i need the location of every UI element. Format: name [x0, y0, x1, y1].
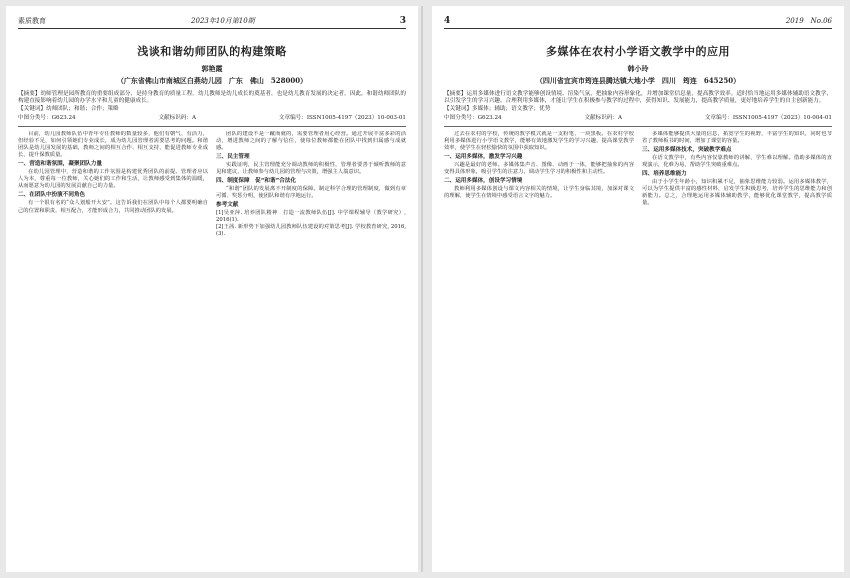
body-paragraph: 过去在农村的学校，传统的教学模式就是一支粉笔、一块黑板。在农村学校利用多媒体进行小学语文教学，能够有效地激发学生的学习兴趣，提高课堂教学效率，使学生在轻松愉快的氛围中获取知识。 [444, 130, 634, 151]
classification-cn: 中图分类号：G623.24 [18, 115, 76, 122]
body-paragraph: “和谐”团队的发展离不开制度的保障。制定科学合理的管理制度，做到有章可循、奖惩分明，使团队和谐有序地运行。 [216, 186, 406, 200]
issue-label: 2019 No.06 [785, 17, 832, 25]
article-body [18, 131, 406, 551]
body-paragraph: 目前，幼儿园教师队伍中青年专任教师的数量较多，他们有朝气、有活力，但经验不足，如何引领她们专业成长，成为幼儿园管理者需要思考的问题。和谐团队是幼儿园发展的基础，教师之间的相互合作、相互支持，能促进教师专业成长，提升保教质量。 [18, 130, 208, 158]
left-page [6, 6, 418, 572]
author-name: 韩小玲 [627, 64, 649, 73]
classification-id: 文章编号：ISSN1005-4197（2023）10-003-01 [278, 115, 406, 122]
author-affiliation: （四川省宜宾市筠连县腾达镇大地小学 四川 筠连 645250） [535, 76, 741, 85]
author-name: 郭艳霞 [201, 64, 223, 73]
body-paragraph: 兴趣是最好的老师。多媒体集声音、图像、动画于一体，能够把抽象的内容变得具体形象，吸引学生的注意力，调动学生学习的积极性和主动性。 [444, 162, 634, 176]
divider [18, 126, 406, 127]
classification-id: 文章编号：ISSN1005-4197（2023）10-004-01 [704, 115, 832, 122]
keywords: 【关键词】幼师团队；和谐；合作；策略 [18, 105, 119, 112]
body-paragraph: 多媒体能够提供大量的信息，拓宽学生的视野，丰富学生的知识，同时也节省了教师板书的时间，增加了课堂的容量。 [642, 130, 832, 144]
section-heading: 一、营造和谐氛围，凝聚团队力量 [18, 161, 102, 167]
left-page-header [18, 14, 406, 29]
journal-name: 素质教育 [18, 17, 46, 25]
keywords: 【关键词】多媒体；辅助；语文教学；优势 [444, 105, 551, 112]
section-heading: 三、民主管理 [216, 153, 250, 160]
section-heading: 三、运用多媒体技术，突破教学难点 [642, 146, 732, 153]
classification-code: 文献标识码：A [158, 115, 197, 122]
body-paragraph: 教师利用多媒体创设与课文内容相关的情境，让学生身临其境，加深对课文的理解，使学生在情境中感受语言文字的魅力。 [444, 186, 634, 200]
page-number: 4 [444, 16, 451, 26]
abstract: 【摘要】幼师管理是园所教育的重要组成部分，是持身教育的质量工程。幼儿教师是幼儿成长的奠基者，也是幼儿教育发展的决定者。因此，和谐幼师团队的构建直接影响着幼儿园的办学水平和儿童的健康成长。 [18, 91, 406, 105]
page-gutter [421, 6, 423, 572]
article-body [444, 131, 832, 551]
body-column [642, 131, 832, 551]
page-number: 3 [399, 16, 406, 26]
issue-label: 2023年10月第10期 [191, 17, 255, 25]
body-paragraph: 有一个很有名的“众人划船开大安”。这告诉我们在团队中每个人都要明确自己的位置和职责，相互配合，才能形成合力，共同推动团队的发展。 [18, 200, 208, 214]
reference-item: [1]吴亚萍. 培养团队精神 打造一流教师队伍[J]. 中学课程辅导（教学研究）, 2016(1). [216, 209, 406, 223]
body-paragraph: 在语文教学中，有些内容仅靠教师的讲解，学生难以理解。借助多媒体的直观演示，化难为易，帮助学生突破重难点。 [642, 154, 832, 168]
classification-line [18, 115, 406, 122]
divider [444, 126, 832, 127]
classification-code: 文献标识码：A [584, 115, 623, 122]
body-column [444, 131, 634, 551]
body-paragraph: 由于小学生年龄小，知识积累不足，抽象思维能力较弱。运用多媒体教学，可以为学生提供丰富的感性材料，启发学生积极思考，培养学生的思维能力和创新能力。总之，合理地运用多媒体辅助教学，能够优化课堂教学，提高教学质量。 [642, 179, 832, 207]
reference-item: [2]王茜. 新形势下加强幼儿园教师队伍建设的对策思考[J]. 学校教育研究, 2016, (3). [216, 223, 406, 237]
abstract: 【摘要】运用多媒体进行语文教学能够创设情境、渲染气氛，把抽象内容形象化，并增加课堂信息量，提高教学效率。适时恰当地运用多媒体辅助语文教学，以引发学生的学习兴趣。合理利用多媒体，才能让学生在积极参与教学的过程中，获得知识、发展能力，提高教学质量，更好地培养学生的自主创新能力。 [444, 91, 832, 105]
body-paragraph: 团队的建设不是一蹴而就的，需要管理者用心经营。通过开展丰富多彩的活动，增进教师之间的了解与信任，使每位教师都能在团队中找到归属感与成就感。 [216, 130, 406, 151]
body-paragraph: 在幼儿园管理中，营造和谐的工作氛围是构建优秀团队的前提。管理者应以人为本，尊重每一位教师，关心她们的工作和生活，让教师感受到集体的温暖，从而愿意为幼儿园的发展贡献自己的力量。 [18, 169, 208, 190]
right-page-header [444, 14, 832, 29]
body-paragraph: 实践证明，民主管理能充分调动教师的积极性，管理者要善于倾听教师的意见和建议，让教师参与幼儿园的管理与决策，增强主人翁意识。 [216, 162, 406, 176]
references-heading: 参考文献 [216, 202, 239, 209]
article-title: 浅谈和谐幼师团队的构建策略 [137, 45, 287, 58]
body-column [18, 131, 208, 551]
section-heading: 四、培养思维能力 [642, 171, 687, 178]
section-heading: 二、在团队中扮演不同角色 [18, 192, 86, 199]
article-title: 多媒体在农村小学语文教学中的应用 [546, 45, 730, 58]
section-heading: 一、运用多媒体，激发学习兴趣 [444, 153, 523, 160]
author-affiliation: （广东省佛山市南城区白燕幼儿园 广东 佛山 528000） [116, 76, 308, 85]
section-heading: 二、运用多媒体，创设学习情境 [444, 178, 523, 185]
classification-cn: 中图分类号：G623.24 [444, 115, 502, 122]
section-heading: 四、制度保障 促“和谐”合法化 [216, 178, 297, 185]
right-page [432, 6, 844, 572]
classification-line [444, 115, 832, 122]
body-column [216, 131, 406, 551]
